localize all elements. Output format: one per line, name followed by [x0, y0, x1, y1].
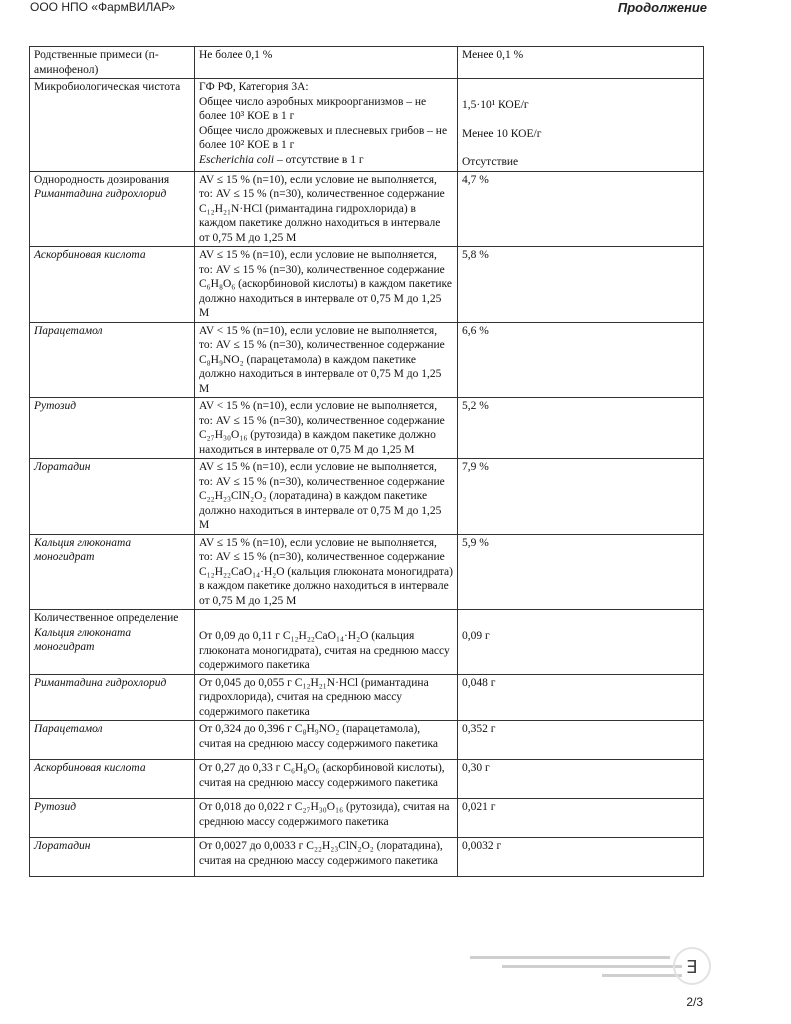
substance-name: Парацетамол [30, 322, 195, 398]
substance-name: Лоратадин [30, 838, 195, 877]
continuation-label: Продолжение [617, 0, 707, 15]
norm-cell: AV < 15 % (n=10), если условие не выполняется, то: AV ≤ 15 % (n=30), количественное содержание C₈H₉NO₂ (парацетамола) в каждом пакетике должно находиться в интервале от 0,75 М до 1,25 М [195, 322, 458, 398]
result-cell: 0,352 г [458, 721, 704, 760]
norm-cell: Не более 0,1 % [195, 47, 458, 79]
norm-cell: AV ≤ 15 % (n=10), если условие не выполняется, то: AV ≤ 15 % (n=30), количественное содержание C₆H₈O₆ (аскорбиновой кислоты) в каждом пакетике должно находиться в интервале от 0,75 М до 1,25 М [195, 247, 458, 323]
result-cell: 6,6 % [458, 322, 704, 398]
substance-name: Лоратадин [30, 459, 195, 535]
substance-name: Кальция глюконата моногидрат [30, 534, 195, 610]
result-cell [458, 79, 704, 172]
table-row [30, 610, 704, 675]
seal-icon [672, 946, 712, 986]
substance-name: Рутозид [30, 398, 195, 459]
table-row [30, 459, 704, 535]
norm-line: Общее число дрожжевых и плесневых грибов – не более 10² КОЕ в 1 г [199, 124, 448, 151]
result-cell: 7,9 % [458, 459, 704, 535]
substance-name: Аскорбиновая кислота [30, 760, 195, 799]
indicator-cell: Родственные примеси (п-аминофенол) [30, 47, 195, 79]
norm-text: От 0,09 до 0,11 г C₁₂H₂₂CaO₁₄·H₂O (кальция глюконата моногидрата), считая на среднюю массу содержимого пакетика [199, 630, 450, 671]
substance-name: Римантадина гидрохлорид [30, 674, 195, 721]
result-text: 0,09 г [462, 630, 490, 642]
substance-name: Аскорбиновая кислота [30, 247, 195, 323]
result-cell: 0,048 г [458, 674, 704, 721]
norm-cell: AV ≤ 15 % (n=10), если условие не выполняется, то: AV ≤ 15 % (n=30), количественное содержание C₁₂H₂₂CaO₁₄·H₂O (кальция глюконата моногидрата) в каждом пакетике должно находиться в интервале от 0,75 М до 1,25 М [195, 534, 458, 610]
table-row [30, 760, 704, 799]
company-name: ООО НПО «ФармВИЛАР» [30, 0, 176, 14]
substance-name: Кальция глюконата моногидрат [34, 626, 132, 653]
table-row [30, 398, 704, 459]
substance-name: Рутозид [30, 799, 195, 838]
norm-cell: AV < 15 % (n=10), если условие не выполняется, то: AV ≤ 15 % (n=30), количественное содержание C₂₇H₃₀O₁₆ (рутозида) в каждом пакетике должно находиться в интервале от 0,75 М до 1,25 М [195, 398, 458, 459]
norm-cell [195, 79, 458, 172]
result-cell: Менее 0,1 % [458, 47, 704, 79]
norm-cell: От 0,0027 до 0,0033 г C₂₂H₂₃ClN₂O₂ (лоратадина), считая на среднюю массу содержимого пакетика [195, 838, 458, 877]
norm-cell: От 0,045 до 0,055 г C₁₂H₂₁N·HCl (римантадина гидрохлорида), считая на среднюю массу содержимого пакетика [195, 674, 458, 721]
svg-text:Ǝ: Ǝ [686, 957, 698, 978]
table-row [30, 247, 704, 323]
table-row [30, 799, 704, 838]
table-row [30, 721, 704, 760]
table-row [30, 47, 704, 79]
result-line: 1,5·10¹ КОЕ/г [462, 99, 529, 111]
table-row [30, 79, 704, 172]
organism-name: Escherichia coli [199, 153, 275, 166]
result-cell: 4,7 % [458, 171, 704, 247]
norm-cell: AV ≤ 15 % (n=10), если условие не выполняется, то: AV ≤ 15 % (n=30), количественное содержание C₁₂H₂₁N·HCl (римантадина гидрохлорида) в каждом пакетике должно находиться в интервале от 0,75 М до 1,25 М [195, 171, 458, 247]
table-row [30, 838, 704, 877]
norm-line: ГФ РФ, Категория 3А: [199, 81, 309, 93]
indicator-title: Количественное определение [34, 612, 179, 624]
norm-cell: От 0,324 до 0,396 г C₈H₉NO₂ (парацетамола), считая на среднюю массу содержимого пакетика [195, 721, 458, 760]
table-row [30, 322, 704, 398]
table-row [30, 534, 704, 610]
substance-name: Римантадина гидрохлорид [34, 188, 167, 200]
result-line: Отсутствие [462, 156, 519, 168]
indicator-cell [30, 171, 195, 247]
norm-cell: От 0,018 до 0,022 г C₂₇H₃₀O₁₆ (рутозида), считая на среднюю массу содержимого пакетика [195, 799, 458, 838]
norm-text: – отсутствие в 1 г [274, 153, 364, 166]
norm-line [199, 153, 453, 168]
result-cell: 0,30 г [458, 760, 704, 799]
norm-cell: AV ≤ 15 % (n=10), если условие не выполняется, то: AV ≤ 15 % (n=30), количественное содержание C₂₂H₂₃ClN₂O₂ (лоратадина) в каждом пакетике должно находиться в интервале от 0,75 М до 1,25 М [195, 459, 458, 535]
result-cell: 5,8 % [458, 247, 704, 323]
result-line: Менее 10 КОЕ/г [462, 127, 542, 140]
specification-table [29, 46, 704, 877]
result-cell: 5,9 % [458, 534, 704, 610]
norm-cell [195, 610, 458, 675]
result-cell: 0,0032 г [458, 838, 704, 877]
norm-line: Общее число аэробных микроорганизмов – не более 10³ КОЕ в 1 г [199, 95, 427, 122]
table-row [30, 171, 704, 247]
indicator-title: Однородность дозирования [34, 173, 170, 186]
faded-stamp [462, 950, 677, 990]
substance-name: Парацетамол [30, 721, 195, 760]
indicator-cell: Микробиологическая чистота [30, 79, 195, 172]
result-cell: 5,2 % [458, 398, 704, 459]
norm-cell: От 0,27 до 0,33 г C₆H₈O₆ (аскорбиновой кислоты), считая на среднюю массу содержимого пакетика [195, 760, 458, 799]
indicator-cell [30, 610, 195, 675]
table-row [30, 674, 704, 721]
page-number: 2/3 [686, 995, 703, 1009]
result-cell [458, 610, 704, 675]
result-cell: 0,021 г [458, 799, 704, 838]
